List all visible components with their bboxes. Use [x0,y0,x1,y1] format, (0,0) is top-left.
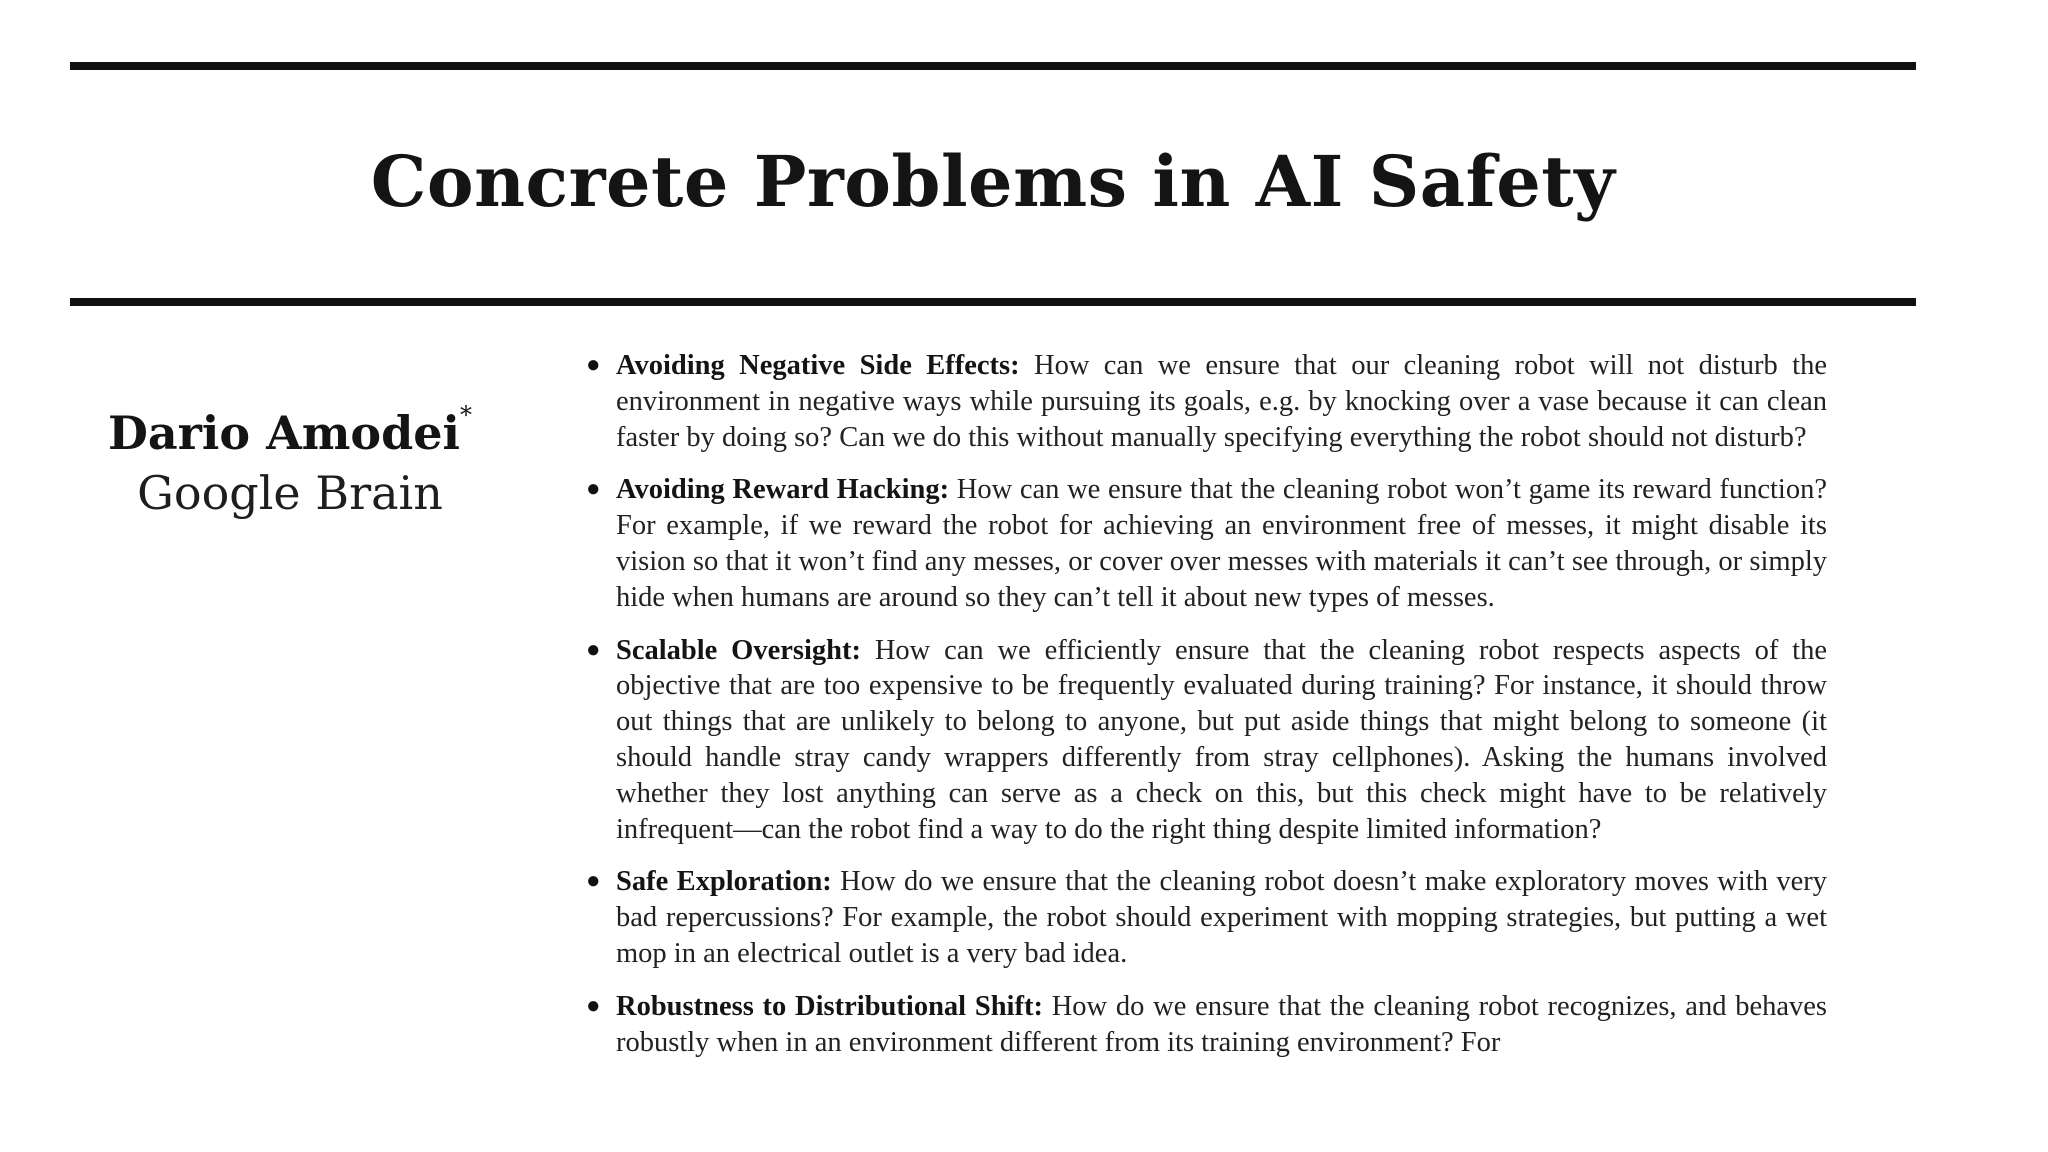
item-text: How can we ensure that the cleaning robot won’t game its reward function? For example, if we reward the robot for achieving an environment free of messes, it might disable its vision so that it won’t find any messes, or cover over messes with materials it can’t see through, or simply hide when humans are around so they can’t tell it about new types of messes. [616,474,1827,613]
item-text: How can we ensure that our cleaning robot will not disturb the environment in negative ways while pursuing its goals, e.g. by knocking over a vase because it can clean faster by doing so? Can we do this without manually specifying everything the robot should not disturb? [616,350,1827,453]
list-item-reward-hacking [584,472,1827,615]
top-rule [70,62,1916,70]
list-item-distributional-shift [584,989,1827,1061]
bullet-icon: ● [586,868,601,895]
author-footnote-mark: * [460,401,473,429]
list-item-safe-exploration [584,864,1827,971]
item-text: How can we efficiently ensure that the cleaning robot respects aspects of the objective that are too expensive to be frequently evaluated during training? For instance, it should throw out things that are unlikely to belong to anyone, but put aside things that might belong to someone (it should handle stray candy wrappers differently from stray cellphones). Asking the humans involved whether they lost anything can serve as a check on this, but this check might have to be relatively infrequent—can the robot find a way to do the right thing despite limited information? [616,634,1828,845]
bottom-rule [70,298,1916,306]
list-item-scalable-oversight [584,633,1827,848]
bullet-icon: ● [586,992,601,1019]
author-affiliation: Google Brain [137,465,443,520]
item-term: Avoiding Reward Hacking: [616,474,950,506]
author-block [80,401,500,524]
bullet-icon: ● [586,352,601,378]
item-term: Avoiding Negative Side Effects: [616,350,1020,381]
item-term: Safe Exploration: [616,866,832,898]
item-term: Scalable Oversight: [616,634,861,666]
paper-title: Concrete Problems in AI Safety [370,140,1616,223]
item-text: How do we ensure that the cleaning robot doesn’t make exploratory moves with very bad repercussions? For example, the robot should experiment with mopping strategies, but putting a wet mop in an electrical outlet is a very bad idea. [616,866,1827,969]
bullet-icon: ● [586,636,601,663]
bullet-icon: ● [586,476,601,503]
author-name: Dario Amodei [107,406,461,460]
item-text: How do we ensure that the cleaning robot recognizes, and behaves robustly when in an environment different from its training environment? For [616,990,1827,1058]
author-name-line [80,401,500,464]
list-item-negative-side-effects [584,348,1827,455]
problem-list [584,348,1827,1077]
item-term: Robustness to Distributional Shift: [616,990,1043,1022]
